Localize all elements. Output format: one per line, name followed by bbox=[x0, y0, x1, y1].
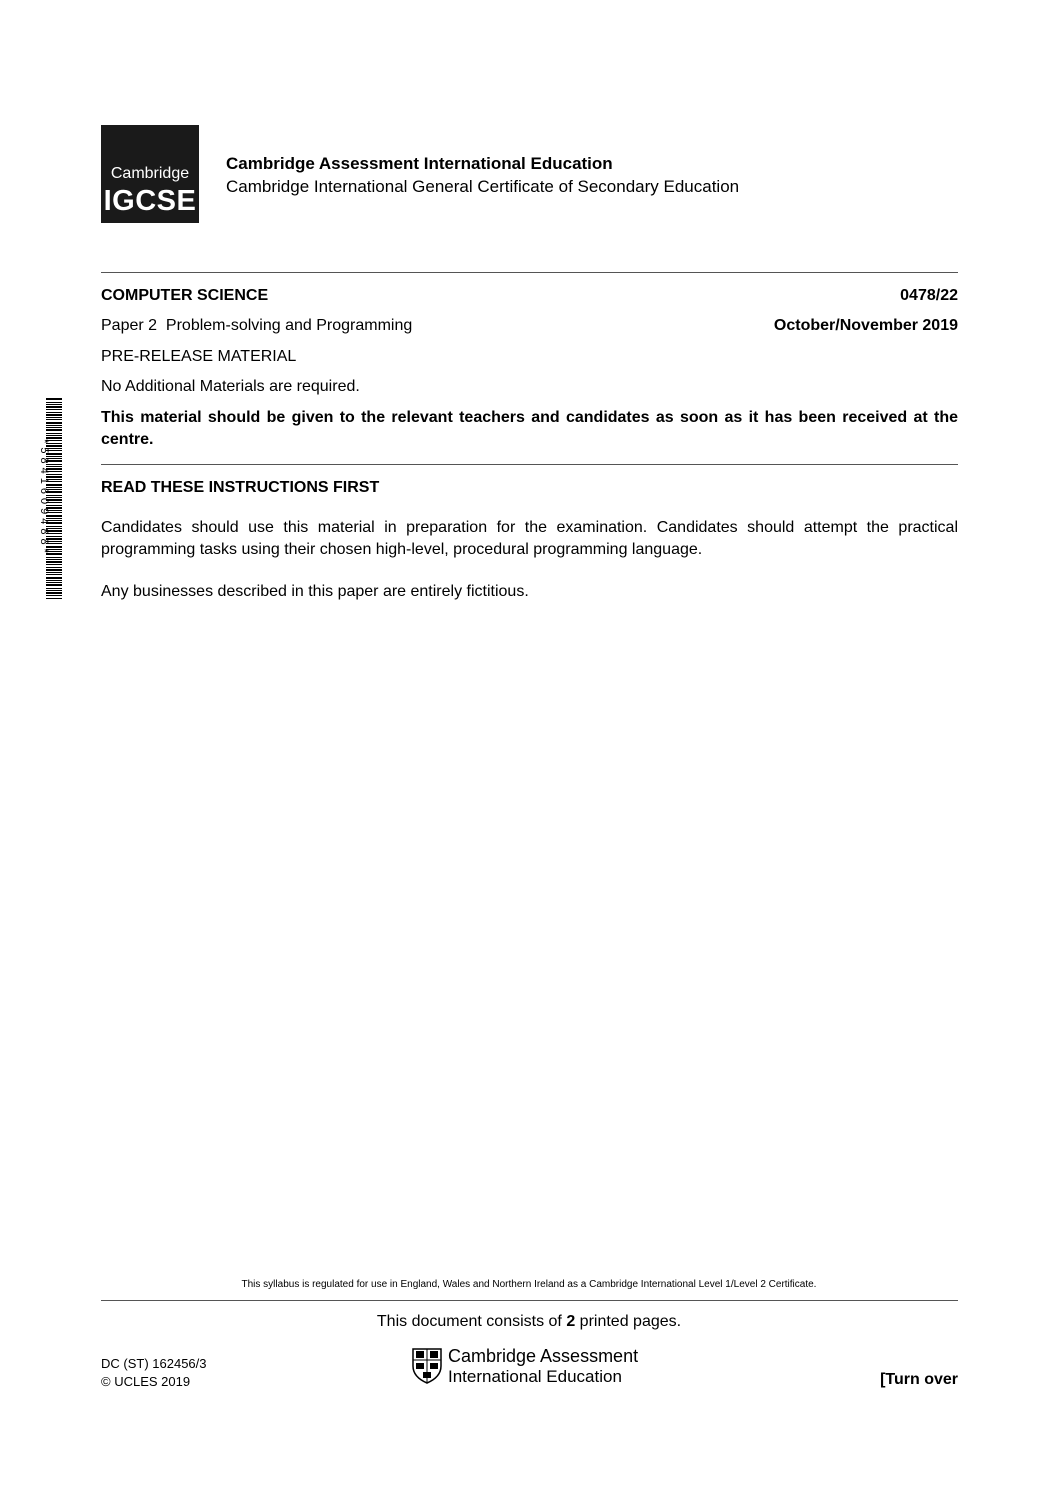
logo-line-cambridge: Cambridge bbox=[110, 165, 190, 182]
page-count-prefix: This document consists of bbox=[376, 1313, 567, 1330]
regulation-note: This syllabus is regulated for use in England, Wales and Northern Ireland as a Cambridge International Level 1/Level 2 Certificate. bbox=[241, 1279, 817, 1290]
page-count-statement bbox=[0, 1313, 1058, 1331]
top-divider bbox=[101, 272, 958, 273]
mid-divider bbox=[101, 464, 958, 465]
exam-session: October/November 2019 bbox=[773, 317, 958, 334]
paper-code: 0478/22 bbox=[900, 287, 958, 304]
ca-logo-line-2: International Education bbox=[448, 1367, 622, 1386]
instructions-heading: READ THESE INSTRUCTIONS FIRST bbox=[101, 479, 380, 496]
org-title: Cambridge Assessment International Education bbox=[226, 154, 613, 173]
subject-title: COMPUTER SCIENCE bbox=[101, 287, 269, 304]
distribution-notice: This material should be given to the relevant teachers and candidates as soon as it has been received at the centre. bbox=[101, 409, 958, 448]
paper-title: Paper 2 Problem-solving and Programming bbox=[101, 317, 413, 334]
instructions-paragraph-1: Candidates should use this material in preparation for the examination. Candidates should attempt the practical programming tasks using their chosen high-level, procedural programming language. bbox=[101, 519, 958, 558]
cambridge-crest-icon bbox=[412, 1348, 442, 1384]
document-reference: DC (ST) 162456/3 bbox=[101, 1356, 207, 1371]
igcse-logo bbox=[101, 125, 199, 223]
page-count: 2 bbox=[566, 1313, 576, 1330]
candidate-barcode bbox=[36, 398, 62, 600]
materials-note: No Additional Materials are required. bbox=[101, 378, 360, 395]
instructions-paragraph-2: Any businesses described in this paper are entirely fictitious. bbox=[101, 583, 529, 600]
prerelease-label: PRE-RELEASE MATERIAL bbox=[101, 348, 297, 365]
page-count-suffix: printed pages. bbox=[575, 1313, 682, 1330]
turn-over: [Turn over bbox=[880, 1371, 958, 1388]
footer-divider bbox=[101, 1300, 958, 1301]
ca-logo-line-1: Cambridge Assessment bbox=[448, 1346, 639, 1366]
copyright: © UCLES 2019 bbox=[101, 1374, 191, 1389]
logo-line-igcse: IGCSE bbox=[103, 185, 197, 217]
barcode-text: *5841609488* bbox=[38, 439, 50, 557]
org-subtitle: Cambridge International General Certificate of Secondary Education bbox=[226, 177, 740, 196]
